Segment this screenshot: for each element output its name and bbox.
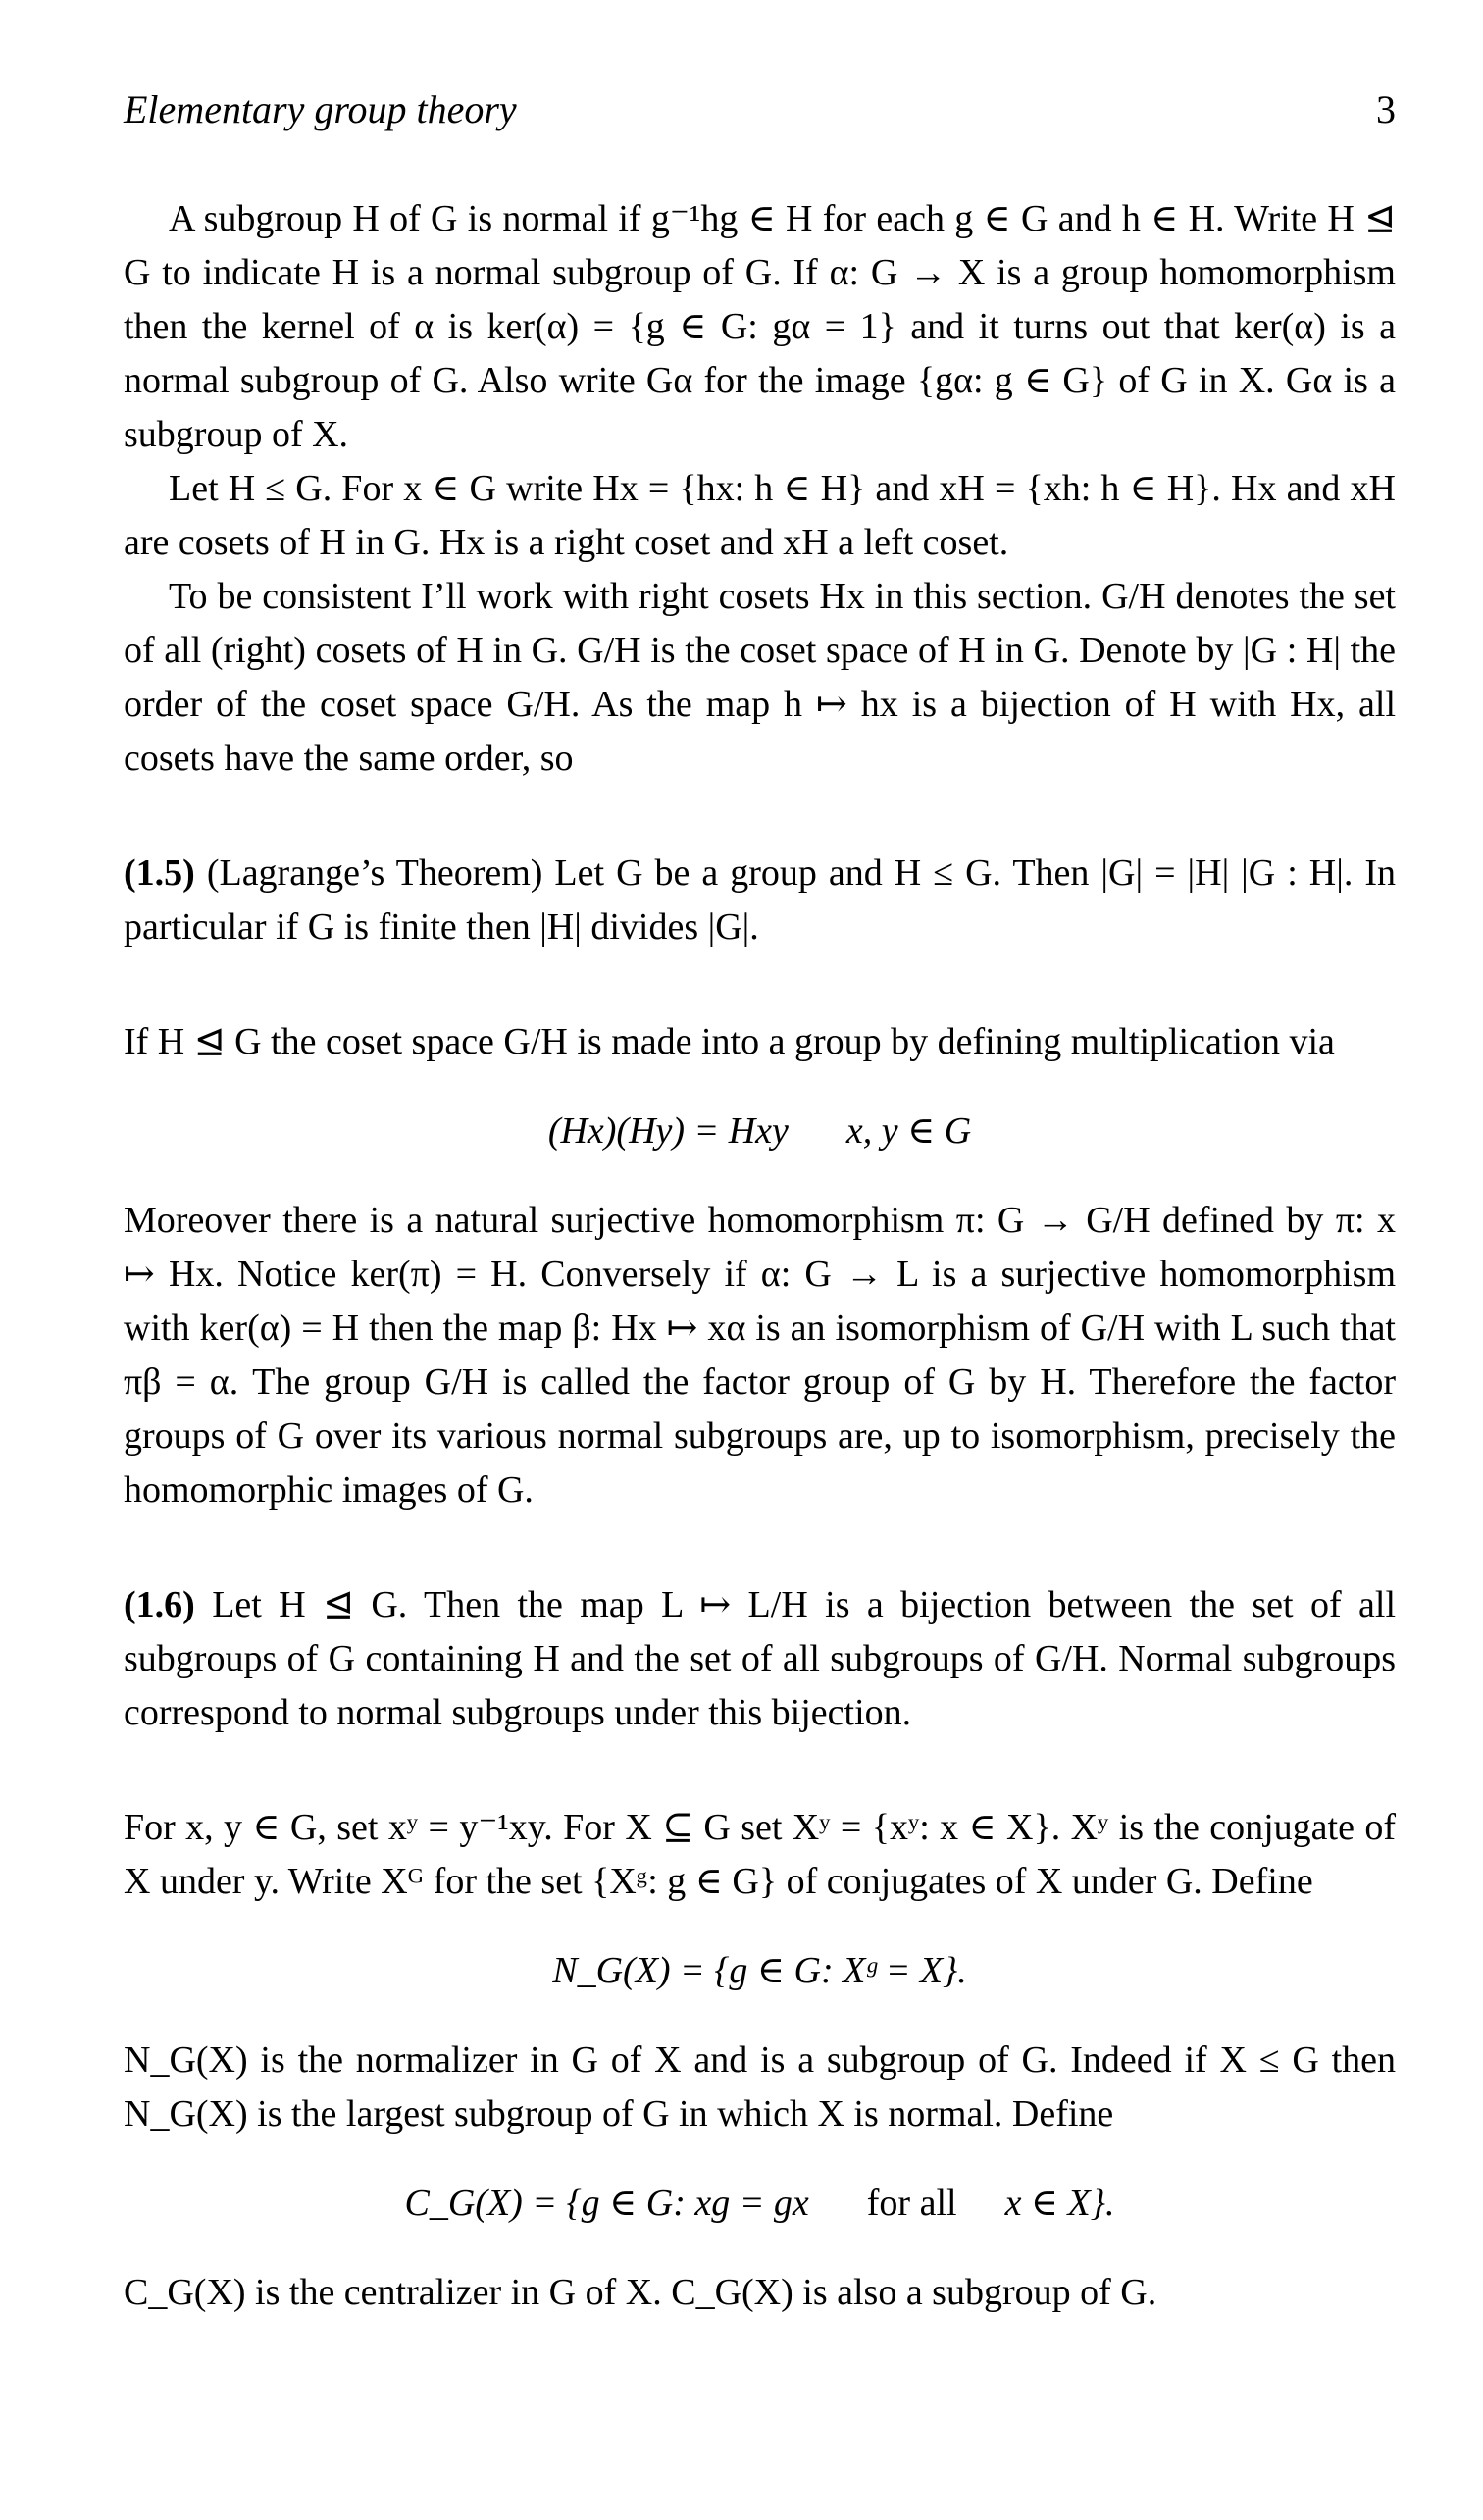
paragraph-conjugates: For x, y ∈ G, set xʸ = y⁻¹xy. For X ⊆ G set Xʸ = {xʸ: x ∈ X}. Xʸ is the conjugate of X under y. Write Xᴳ for the set {Xᵍ: g ∈ G} of conjugates of X under G. Define bbox=[124, 1807, 1396, 1902]
theorem-1-6-label: (1.6) bbox=[124, 1584, 195, 1625]
paragraph-coset-space: To be consistent I’ll work with right cosets Hx in this section. G/H denotes the set of all (right) cosets of H in G. G/H is the coset space of H in G. Denote by |G : H| the order of the coset space G/H. As the map h ↦ hx is a bijection of H with Hx, all cosets have the same order, so bbox=[124, 576, 1396, 779]
equation-normalizer: N_G(X) = {g ∈ G: Xᵍ = X}. bbox=[552, 1950, 967, 1991]
equation-3-mid: for all bbox=[866, 2183, 957, 2224]
running-head: Elementary group theory bbox=[124, 87, 517, 131]
paragraph-cosets: Let H ≤ G. For x ∈ G write Hx = {hx: h ∈ H} and xH = {xh: h ∈ H}. Hx and xH are cosets of H in G. Hx is a right coset and xH a left coset. bbox=[124, 468, 1396, 563]
theorem-1-6-text: Let H ⊴ G. Then the map L ↦ L/H is a bijection between the set of all subgroups of G containing H and the set of all subgroups of G/H. Normal subgroups correspond to normal subgroups under this bijection. bbox=[124, 1584, 1397, 1733]
paragraph-natural-homomorphism: Moreover there is a natural surjective homomorphism π: G → G/H defined by π: x ↦ Hx. Notice ker(π) = H. Conversely if α: G → L is a surjective homomorphism with ker(α) = H then the map β: Hx ↦ xα is an isomorphism of G/H with L such that πβ = α. The group G/H is called the factor group of G by H. Therefore the factor groups of G over its various normal subgroups are, up to isomorphism, precisely the homomorphic images of G. bbox=[124, 1200, 1396, 1511]
page-header bbox=[124, 86, 1396, 145]
equation-coset-multiplication bbox=[124, 1105, 1396, 1158]
page-body bbox=[124, 192, 1396, 2320]
paragraph-centralizer: C_G(X) is the centralizer in G of X. C_G(X) is also a subgroup of G. bbox=[124, 2272, 1157, 2313]
equation-1-right: x, y ∈ G bbox=[845, 1110, 972, 1152]
equation-1-left: (Hx)(Hy) = Hxy bbox=[547, 1110, 789, 1152]
paragraph-factor-group-intro: If H ⊴ G the coset space G/H is made into a group by defining multiplication via bbox=[124, 1021, 1335, 1062]
equation-3-left: C_G(X) = {g ∈ G: xg = gx bbox=[404, 2183, 809, 2224]
theorem-1-5-text: (Lagrange’s Theorem) Let G be a group and H ≤ G. Then |G| = |H| |G : H|. In particular if G is finite then |H| divides |G|. bbox=[124, 852, 1397, 948]
paragraph-normalizer: N_G(X) is the normalizer in G of X and is a subgroup of G. Indeed if X ≤ G then N_G(X) is the largest subgroup of G in which X is normal. Define bbox=[124, 2039, 1396, 2134]
theorem-1-5 bbox=[124, 847, 1396, 954]
paragraph-normal-subgroup: A subgroup H of G is normal if g⁻¹hg ∈ H for each g ∈ G and h ∈ H. Write H ⊴ G to indicate H is a normal subgroup of G. If α: G → X is a group homomorphism then the kernel of α is ker(α) = {g ∈ G: gα = 1} and it turns out that ker(α) is a normal subgroup of G. Also write Gα for the image {gα: g ∈ G} of G in X. Gα is a subgroup of X. bbox=[124, 198, 1396, 455]
equation-centralizer bbox=[124, 2177, 1396, 2231]
theorem-1-5-label: (1.5) bbox=[124, 852, 195, 894]
theorem-1-6 bbox=[124, 1578, 1396, 1740]
page-number: 3 bbox=[1376, 87, 1396, 131]
equation-3-right: x ∈ X}. bbox=[1004, 2183, 1115, 2224]
